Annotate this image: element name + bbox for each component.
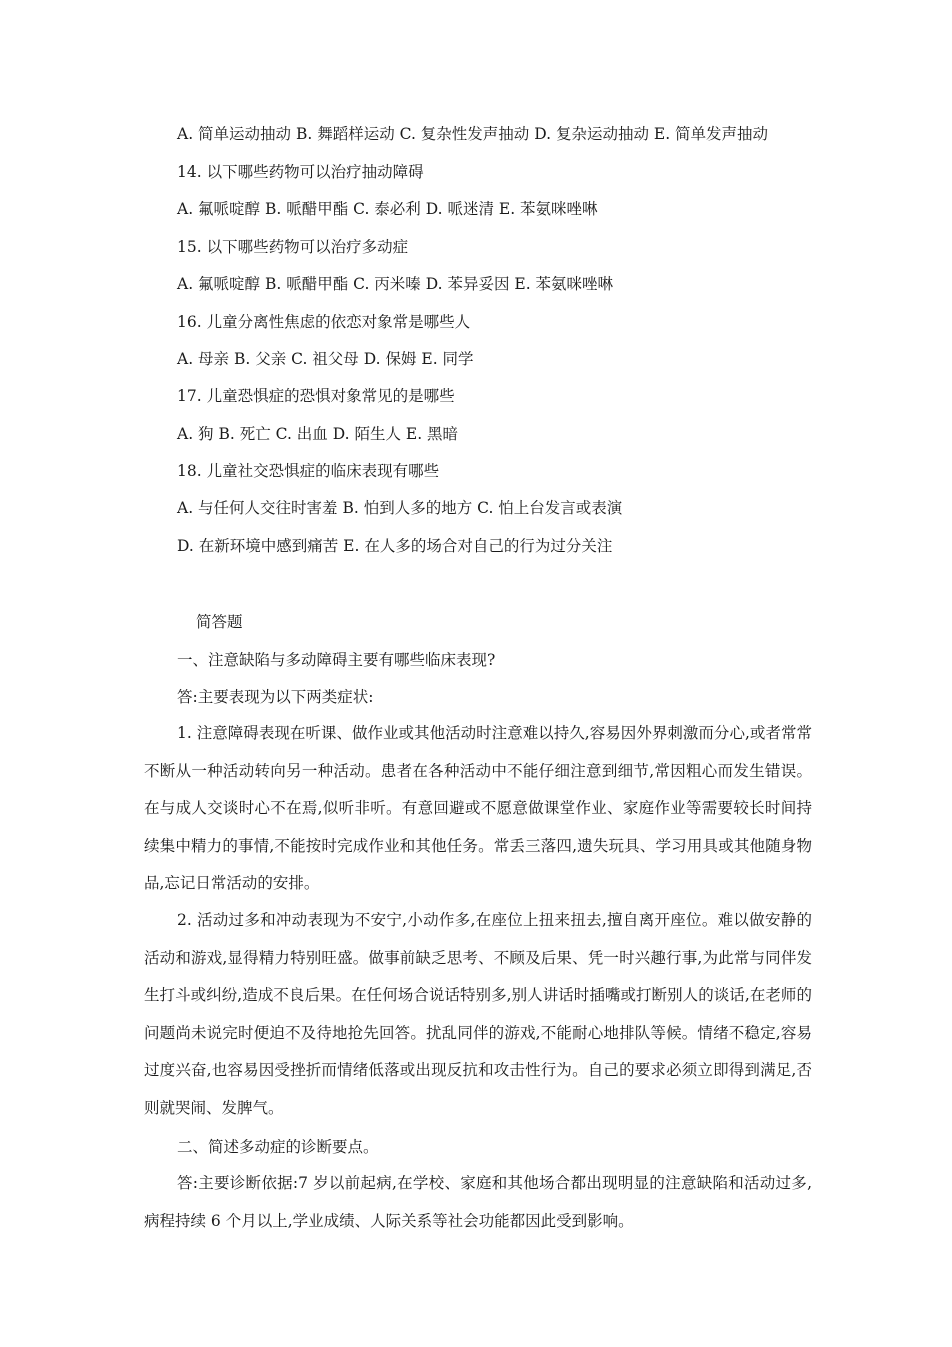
q16-options: A. 母亲 B. 父亲 C. 祖父母 D. 保姆 E. 同学	[177, 350, 474, 368]
q14-options: A. 氟哌啶醇 B. 哌醋甲酯 C. 泰必利 D. 哌迷清 E. 苯氨咪唑啉	[177, 200, 598, 218]
answer-1-paragraph-2: 2. 活动过多和冲动表现为不安宁,小动作多,在座位上扭来扭去,擅自离开座位。难以做安静的活动和游戏,显得精力特别旺盛。做事前缺乏思考、不顾及后果、凭一时兴趣行事,为此常与同伴发生打斗或纠纷,造成不良后果。在任何场合说话特别多,别人讲话时插嘴或打断别人的谈话,在老师的问题尚未说完时便迫不及待地抢先回答。扰乱同伴的游戏,不能耐心地排队等候。情绪不稳定,容易过度兴奋,也容易因受挫折而情绪低落或出现反抗和攻击性行为。自己的要求必须立即得到满足,否则就哭闹、发脾气。	[144, 911, 812, 1117]
short-question-1: 一、注意缺陷与多动障碍主要有哪些临床表现?	[177, 651, 496, 669]
q14-question: 14. 以下哪些药物可以治疗抽动障碍	[177, 163, 424, 181]
q15-question: 15. 以下哪些药物可以治疗多动症	[177, 238, 409, 256]
q13-options: A. 简单运动抽动 B. 舞蹈样运动 C. 复杂性发声抽动 D. 复杂运动抽动 E. 简单发声抽动	[177, 125, 769, 143]
answer-2-paragraph: 答:主要诊断依据:7 岁以前起病,在学校、家庭和其他场合都出现明显的注意缺陷和活动过多,病程持续 6 个月以上,学业成绩、人际关系等社会功能都因此受到影响。	[144, 1174, 812, 1230]
q18-options-line1: A. 与任何人交往时害羞 B. 怕到人多的地方 C. 怕上台发言或表演	[177, 499, 623, 517]
q16-question: 16. 儿童分离性焦虑的依恋对象常是哪些人	[177, 313, 471, 331]
q17-options: A. 狗 B. 死亡 C. 出血 D. 陌生人 E. 黑暗	[177, 425, 459, 443]
answer-1-intro: 答:主要表现为以下两类症状:	[177, 688, 374, 706]
q17-question: 17. 儿童恐惧症的恐惧对象常见的是哪些	[177, 387, 455, 405]
short-question-2: 二、简述多动症的诊断要点。	[177, 1138, 379, 1156]
section-heading: 简答题	[196, 613, 243, 631]
q18-options-line2: D. 在新环境中感到痛苦 E. 在人多的场合对自己的行为过分关注	[177, 537, 613, 555]
q18-question: 18. 儿童社交恐惧症的临床表现有哪些	[177, 462, 440, 480]
answer-1-paragraph-1: 1. 注意障碍表现在听课、做作业或其他活动时注意难以持久,容易因外界刺激而分心,或者常常不断从一种活动转向另一种活动。患者在各种活动中不能仔细注意到细节,常因粗心而发生错误。在与成人交谈时心不在焉,似听非听。有意回避或不愿意做课堂作业、家庭作业等需要较长时间持续集中精力的事情,不能按时完成作业和其他任务。常丢三落四,遗失玩具、学习用具或其他随身物品,忘记日常活动的安排。	[144, 724, 812, 892]
q15-options: A. 氟哌啶醇 B. 哌醋甲酯 C. 丙米嗪 D. 苯异妥因 E. 苯氨咪唑啉	[177, 275, 614, 293]
